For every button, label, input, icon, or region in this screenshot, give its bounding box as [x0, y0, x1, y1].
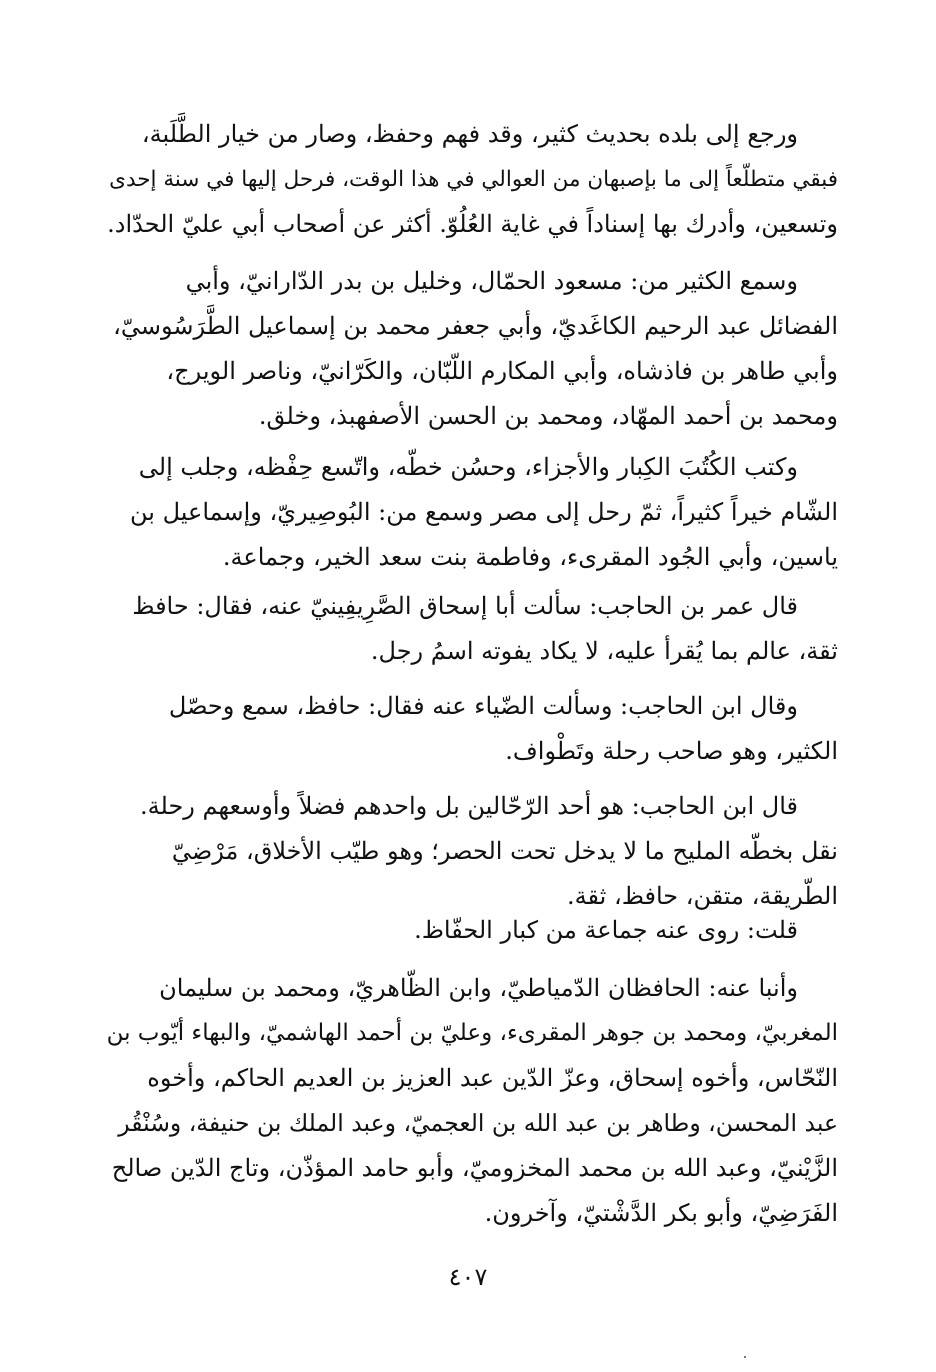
- text-line: ومحمد بن أحمد المهّاد، ومحمد بن الحسن الأصفهبذ، وخلق.: [258, 402, 838, 430]
- text-line: الزَّيْنيّ، وعبد الله بن محمد المخزوميّ، وأبو حامد المؤذّن، وتاج الدّين صالح: [111, 1154, 838, 1182]
- text-line: نقل بخطّه المليح ما لا يدخل تحت الحصر؛ وهو طيّب الأخلاق، مَرْضِيّ: [171, 837, 838, 865]
- paragraph-narrators: [104, 966, 838, 1236]
- text-line: وأنبا عنه: الحافظان الدّمياطيّ، وابن الظّاهريّ، ومحمد بن سليمان: [159, 974, 798, 1002]
- text-line: عبد المحسن، وطاهر بن عبد الله بن العجميّ، وعبد الملك بن حنيفة، وسُنْقُر: [118, 1109, 838, 1137]
- text-line: الكثير، وهو صاحب رحلة وتَطْواف.: [505, 737, 838, 765]
- paragraph-teachers: [104, 259, 838, 439]
- text-line: ثقة، عالم بما يُقرأ عليه، لا يكاد يفوته اسمُ رجل.: [370, 637, 838, 665]
- text-line: الفضائل عبد الرحيم الكاغَديّ، وأبي جعفر محمد بن إسماعيل الطَّرَسُوسيّ،: [113, 312, 838, 340]
- scan-speck: [744, 1356, 746, 1358]
- text-line: قال عمر بن الحاجب: سألت أبا إسحاق الصَّرِيفِينيّ عنه، فقال: حافظ: [132, 592, 798, 620]
- paragraph-umar-ibn-al-hajib: [104, 584, 838, 674]
- text-line: الشّام خيراً كثيراً، ثمّ رحل إلى مصر وسمع من: البُوصِيريّ، وإسماعيل بن: [130, 498, 838, 526]
- text-line: وأبي طاهر بن فاذشاه، وأبي المكارم اللّبّان، والكَرّانيّ، وناصر الويرج،: [166, 357, 838, 385]
- page-number: ٤٠٧: [448, 1263, 488, 1291]
- text-line: الفَرَضِيّ، وأبو بكر الدَّشْتيّ، وآخرون.: [484, 1199, 838, 1227]
- text-line: ورجع إلى بلده بحديث كثير، وقد فهم وحفظ، وصار من خيار الطَّلَبة،: [141, 120, 798, 148]
- paragraph-travellers: [104, 784, 838, 919]
- paragraph-return-to-city: [104, 112, 838, 247]
- text-line: قلت: روى عنه جماعة من كبار الحفّاظ.: [414, 916, 798, 944]
- text-line: الطّريقة، متقن، حافظ، ثقة.: [567, 882, 838, 910]
- text-line: المغربيّ، ومحمد بن جوهر المقرىء، وعليّ بن أحمد الهاشميّ، والبهاء أيّوب بن: [106, 1020, 838, 1046]
- text-line: وقال ابن الحاجب: وسألت الضّياء عنه فقال: حافظ، سمع وحصّل: [168, 692, 798, 720]
- text-line: وكتب الكُتُبَ الكِبار والأجزاء، وحسُن خطّه، واتّسع حِفْظه، وجلب إلى: [138, 453, 798, 481]
- paragraph-qultu: [104, 908, 838, 953]
- text-line: فبقي متطلّعاً إلى ما بإصبهان من العوالي في هذا الوقت، فرحل إليها في سنة إحدى: [109, 167, 838, 192]
- text-line: ياسين، وأبي الجُود المقرىء، وفاطمة بنت سعد الخير، وجماعة.: [222, 543, 838, 571]
- text-line: قال ابن الحاجب: هو أحد الرّحّالين بل واحدهم فضلاً وأوسعهم رحلة.: [140, 792, 798, 820]
- paragraph-books-and-travel: [104, 445, 838, 580]
- text-line: وسمع الكثير من: مسعود الحمّال، وخليل بن بدر الدّارانيّ، وأبي: [185, 267, 798, 295]
- text-line: النّحّاس، وأخوه إسحاق، وعزّ الدّين عبد العزيز بن العديم الحاكم، وأخوه: [147, 1064, 838, 1092]
- paragraph-al-diya: [104, 684, 838, 774]
- text-line: وتسعين، وأدرك بها إسناداً في غاية العُلُوّ. أكثر عن أصحاب أبي عليّ الحدّاد.: [107, 210, 838, 238]
